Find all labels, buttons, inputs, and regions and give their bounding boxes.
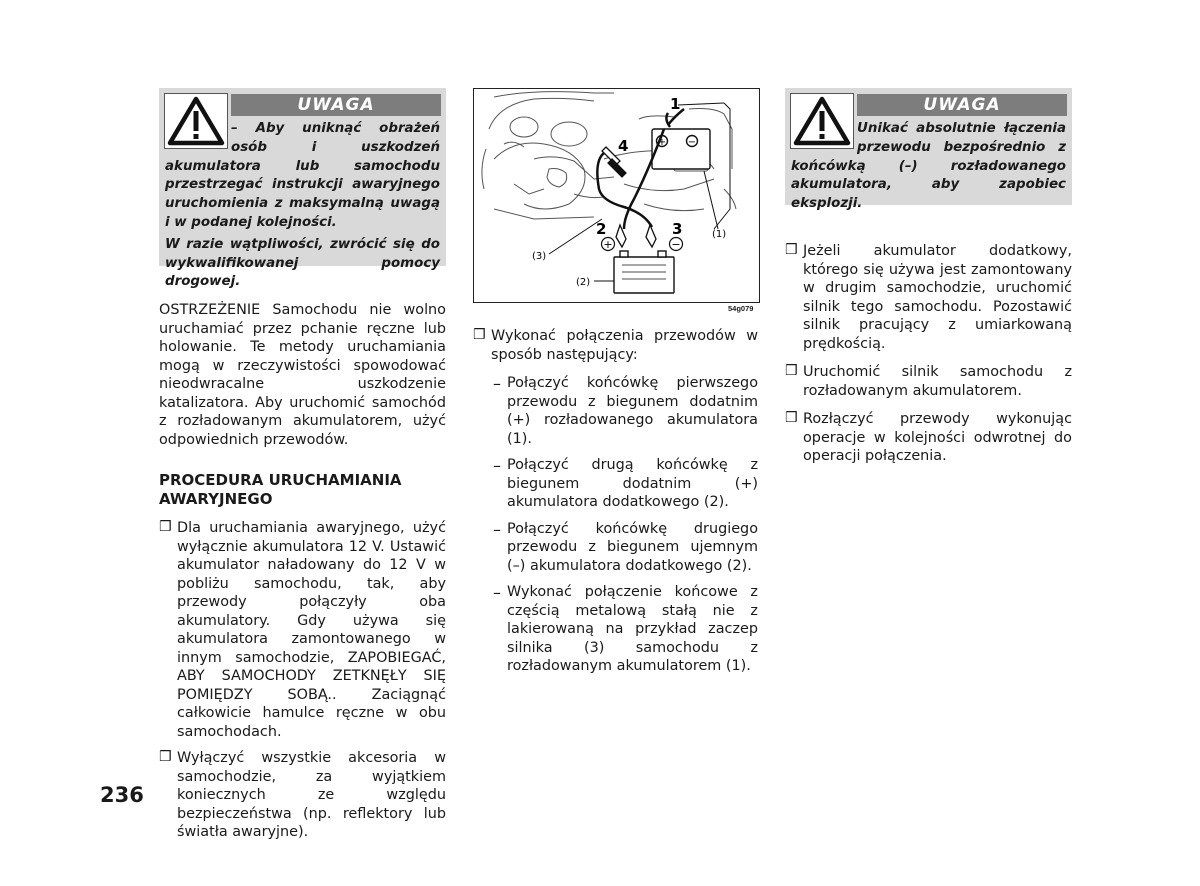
checkbox-bullet-icon: ❒ (785, 242, 798, 258)
step-item: – Połączyć końcówkę drugiego przewodu z biegunem ujemnym (–) akumulatora dodatkowego (2). (493, 519, 758, 574)
section-heading: PROCEDURA URUCHAMIANIA AWARYJNEGO (159, 471, 402, 508)
figure-label-4: 4 (618, 137, 629, 155)
checkbox-bullet-icon: ❒ (473, 327, 486, 343)
warning-box-right (785, 88, 1072, 212)
warning-lead: – Aby uniknąć obrażeń osób i uszkodzeń akumulatora lub samochodu przestrzegać instrukcji awaryjnego uruchomienia z maksymalną uwagą i w podanej kolejności. (165, 121, 440, 230)
figure-label-2: 2 (596, 220, 607, 238)
page-number: 236 (100, 783, 144, 807)
checkbox-bullet-icon: ❒ (159, 749, 172, 765)
figure-label-1: 1 (670, 95, 681, 113)
checkbox-bullet-icon: ❒ (159, 519, 172, 535)
step-item: – Połączyć drugą końcówkę z biegunem dodatnim (+) akumulatora dodatkowego (2). (493, 456, 758, 510)
left-column (159, 301, 446, 842)
warning-text (165, 120, 440, 292)
figure-label-3: 3 (672, 220, 683, 238)
checkbox-bullet-icon: ❒ (785, 410, 798, 426)
list-item: ❒ Wyłączyć wszystkie akcesoria w samochodzie, za wyjątkiem koniecznych ze względu bezpieczeństwa (np. reflektory lub światła awaryjne). (159, 749, 446, 840)
svg-text:−: − (671, 238, 681, 251)
right-column (785, 242, 1072, 466)
warning-title: UWAGA (231, 94, 441, 116)
warning-paragraph: OSTRZEŻENIE Samochodu nie wolno uruchamiać przez pchanie ręczne lub holowanie. Te metody uruchamiania mogą w rzeczywistości spowodować nieodwracalne uszkodzenie katalizatora. Aby uruchomić samochód z rozładowanym akumulatorem, użyć odpowiednich przewodów. (159, 302, 446, 448)
middle-column (473, 327, 758, 676)
warning-box-left (159, 88, 446, 290)
jump-start-figure (473, 88, 760, 303)
figure-code: 54g079 (728, 304, 754, 313)
engine-bay-illustration (474, 89, 759, 302)
list-item: ❒ Jeżeli akumulator dodatkowy, którego się używa jest zamontowany w drugim samochodzie, uruchomić silnik tego samochodu. Pozostawić silnik pracujący z umiarkowaną prędkością. (785, 242, 1072, 352)
list-item: ❒ Uruchomić silnik samochodu z rozładowanym akumulatorem. (785, 363, 1072, 399)
svg-text:−: − (687, 137, 697, 148)
warning-title: UWAGA (857, 94, 1067, 116)
figure-label-p2: (2) (576, 277, 591, 288)
figure-label-p3: (3) (532, 251, 547, 262)
step-item: – Połączyć końcówkę pierwszego przewodu z biegunem dodatnim (+) rozładowanego akumulatora (1). (493, 374, 758, 447)
list-item: ❒ Wykonać połączenia przewodów w sposób następujący: (473, 327, 758, 363)
warning-second: W razie wątpliwości, zwrócić się do wykwalifikowanej pomocy drogowej. (165, 236, 440, 290)
svg-text:+: + (603, 238, 613, 251)
step-item: – Wykonać połączenie końcowe z częścią metalową stałą nie z lakierowaną na przykład zaczep silnika (3) samochodu z rozładowanym akumulatorem (1). (493, 583, 758, 674)
warning-text: Unikać absolutnie łączenia przewodu bezpośrednio z końcówką (–) rozładowanego akumulatora, aby zapobiec eksplozji. (791, 121, 1066, 212)
figure-label-p1: (1) (712, 229, 727, 240)
svg-text:+: + (657, 137, 667, 148)
checkbox-bullet-icon: ❒ (785, 363, 798, 379)
list-item: ❒ Dla uruchamiania awaryjnego, użyć wyłącznie akumulatora 12 V. Ustawić akumulator naładowany do 12 V w pobliżu samochodu, tak, aby przewody połączyły oba akumulatory. Gdy używa się akumulatora zamontowanego w innym samochodzie, ZAPOBIEGAĆ, ABY SAMOCHODY ZETKNĘŁY SIĘ POMIĘDZY SOBĄ.. Zaciągnąć całkowicie hamulce ręczne w obu samochodach. (159, 519, 446, 740)
list-item: ❒ Rozłączyć przewody wykonując operacje w kolejności odwrotnej do operacji połączenia. (785, 410, 1072, 464)
